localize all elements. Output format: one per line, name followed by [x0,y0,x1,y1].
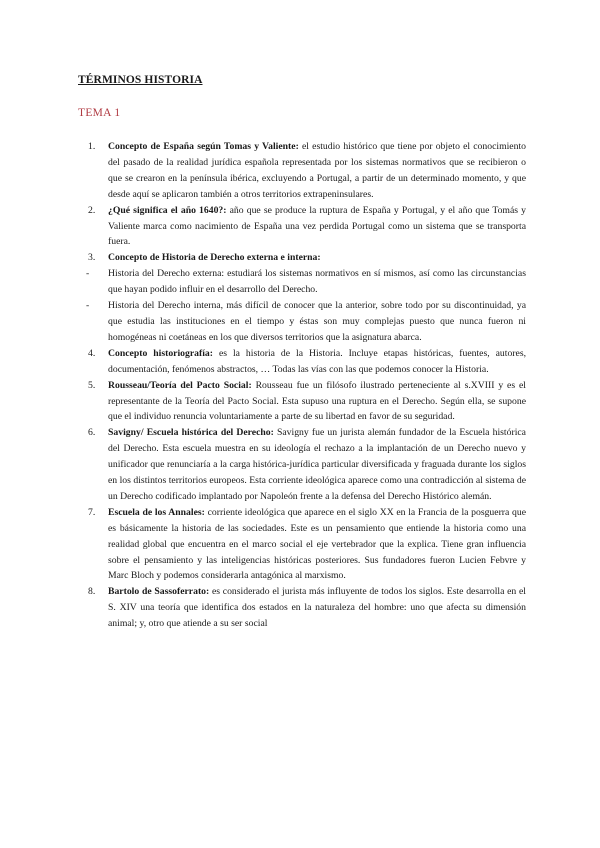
item-term: Rousseau/Teoría del Pacto Social: [108,379,252,391]
document-title: TÉRMINOS HISTORIA [78,74,203,86]
list-item [88,505,526,585]
item-term: Concepto de Historia de Derecho externa e interna: [108,252,321,264]
item-number: 8. [88,586,96,598]
item-bullet: - [86,268,90,280]
item-text: Rousseau fue un filósofo ilustrado perteneciente al s.XVIII y es el representante de la Teoría del Pacto Social. Esta supuso una ruptura en el Derecho. Según ella, se supone que el individuo renuncia voluntariamente a parte de su libertad en favor de su seguridad. [108,379,526,423]
list-item [88,425,526,505]
item-number: 6. [88,427,96,439]
item-text: corriente ideológica que aparece en el siglo XX en la Francia de la posguerra que es básicamente la historia de las sociedades. Este es un pensamiento que entiende la historia como una realidad global que encuentra en el marco social el eje vertebrador que la explica. Tiene gran influencia sobre el pensamiento y las inteligencias históricas posteriores. Sus fundadores fueron Lucien Febvre y Marc Bloch y podemos considerarla antagónica al marxismo. [108,506,526,582]
item-text: Historia del Derecho externa: estudiará los sistemas normativos en sí mismos, así como las circunstancias que hayan podido influir en el desarrollo del Derecho. [108,268,526,296]
item-text: el estudio histórico que tiene por objeto el conocimiento del pasado de la realidad jurídica española representada por los sistemas normativos que se recibieron o que se crearon en la península ibérica, excluyendo a Portugal, a partir de un determinado momento, y que desde aquí se aplicaron también a otros territorios extrapeninsulares. [108,141,526,200]
term-list [88,139,526,632]
list-item [88,266,526,298]
item-bullet: - [86,300,90,312]
item-number: 2. [88,204,96,216]
item-term: Savigny/ Escuela histórica del Derecho: [108,427,274,439]
list-item [88,298,526,346]
list-item [88,346,526,378]
list-item [88,584,526,632]
item-text: año que se produce la ruptura de España y Portugal, y el año que Tomás y Valiente marca como nacimiento de España una vez perdida Portugal como un sistema que se transporta fuera. [108,204,526,248]
item-text: Historia del Derecho interna, más difícil de conocer que la anterior, sobre todo por su discontinuidad, ya que estudia las instituciones en el tiempo y éstas son muy complejas puesto que nunca fueron ni homogéneas ni coetáneas en los que diversos territorios que la asignatura abarca. [108,300,526,343]
list-item [88,378,526,426]
list-item [88,139,526,203]
item-number: 5. [88,379,96,391]
item-number: 7. [88,506,96,518]
item-term: Concepto historiografía: [108,347,213,359]
item-term: Concepto de España según Tomas y Valiente: [108,141,299,152]
item-text: es la historia de la Historia. Incluye etapas históricas, fuentes, autores, documentación, fenómenos abstractos, … Todas las vías con las que podemos conocer la Historia. [108,347,527,375]
item-term: Escuela de los Annales: [108,506,205,518]
item-number: 3. [88,252,96,264]
list-item [88,203,526,251]
item-number: 4. [88,347,96,359]
item-text: es considerado el jurista más influyente de todos los siglos. Este desarrolla en el S. XIV una teoría que identifica dos estados en la naturaleza del hombre: uno que afecta su dimensión animal; y, otro que atiende a su ser social [108,586,526,630]
item-text: Savigny fue un jurista alemán fundador de la Escuela histórica del Derecho. Esta escuela muestra en su ideología el rechazo a la implantación de un Derecho nuevo y unificador que renunciaría a la carga histórica-jurídica particular diversificada y fraguada durante los siglos en los distintos territorios europeos. Esta corriente ideológica aparece como una contradicción al sistema de un Derecho codificado implantado por Napoleón frente a la defensa del Derecho Histórico alemán. [108,427,526,502]
list-item [88,250,526,266]
item-term: Bartolo de Sassoferrato: [108,586,210,598]
item-number: 1. [88,141,96,152]
item-term: ¿Qué significa el año 1640?: [108,204,227,216]
section-heading: TEMA 1 [78,107,121,119]
